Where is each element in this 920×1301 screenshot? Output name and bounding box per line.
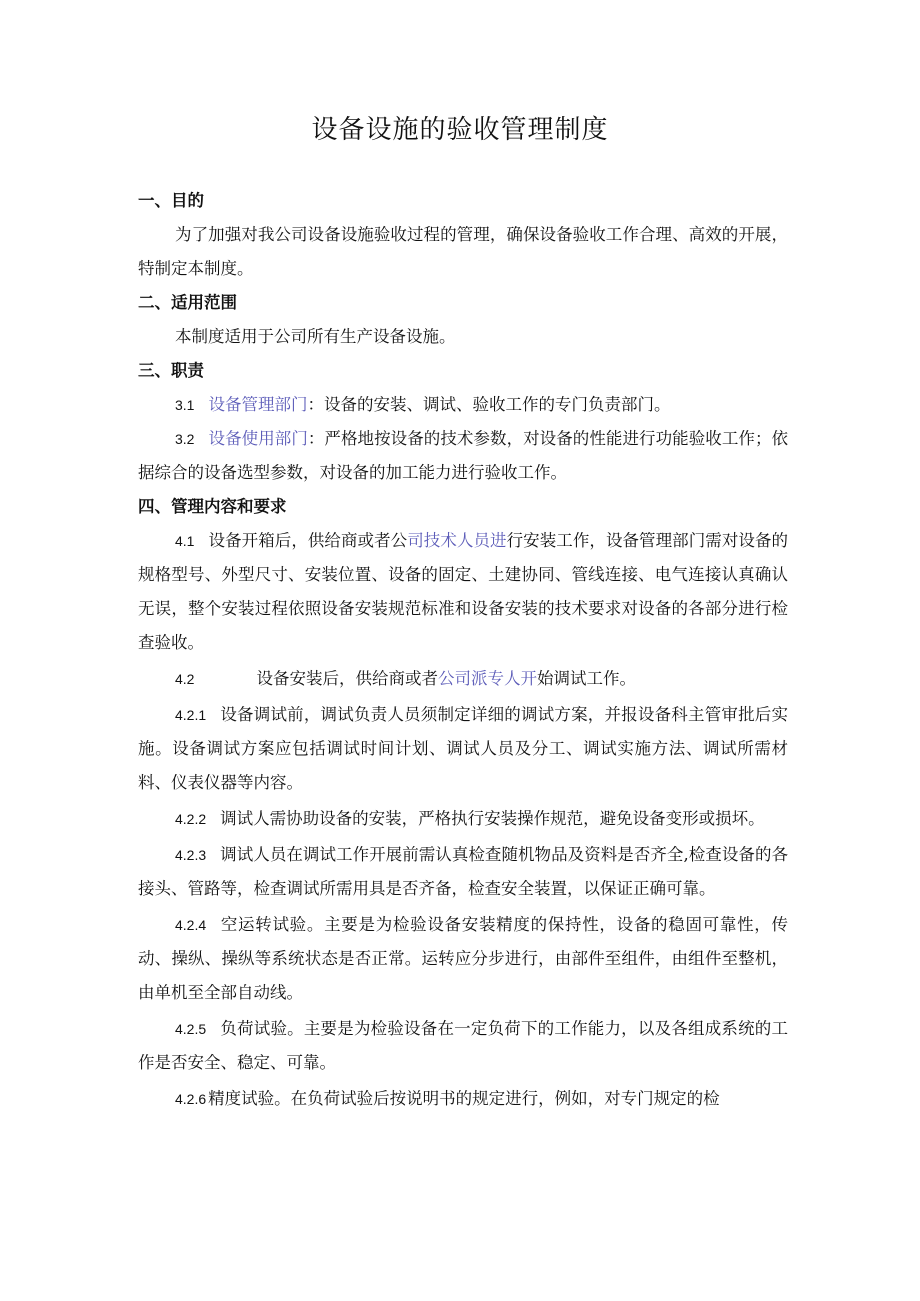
document-body [138, 184, 788, 1116]
item-4-2-4-number: 4.2.4 [175, 917, 207, 933]
item-4-2-text-end: 始调试工作。 [536, 669, 636, 688]
item-4-2-6-text: 精度试验。在负荷试验后按说明书的规定进行，例如，对专门规定的检 [208, 1089, 720, 1108]
item-4-2-6 [138, 1082, 788, 1116]
section-2-heading: 二、适用范围 [138, 293, 237, 312]
item-4-2-2 [138, 802, 788, 836]
item-4-2-text-start: 设备安装后，供给商或者 [256, 669, 438, 688]
section-1-heading: 一、目的 [138, 191, 204, 210]
item-4-2-5-number: 4.2.5 [175, 1021, 207, 1037]
item-4-1-highlight: 司技术人员进 [407, 531, 507, 550]
item-4-2-1-number: 4.2.1 [175, 707, 207, 723]
item-4-2-2-number: 4.2.2 [175, 811, 207, 827]
item-4-2-3-text: 调试人员在调试工作开展前需认真检查随机物品及资料是否齐全,检查设备的各接头、管路等，检查调试所需用具是否齐备，检查安全装置，以保证正确可靠。 [138, 845, 788, 898]
item-4-2-2-text: 调试人需协助设备的安装，严格执行安装操作规范，避免设备变形或损坏。 [220, 809, 765, 828]
item-4-1 [138, 524, 788, 660]
item-3-2-text: ：严格地按设备的技术参数，对设备的性能进行功能验收工作；依据综合的设备选型参数，对设备的加工能力进行验收工作。 [138, 429, 789, 482]
item-4-2-highlight: 公司派专人开 [437, 669, 537, 688]
item-3-1 [138, 388, 788, 422]
item-4-2-1-text: 设备调试前，调试负责人员须制定详细的调试方案，并报设备科主管审批后实施。设备调试方案应包括调试时间计划、调试人员及分工、调试实施方法、调试所需材料、仪表仪器等内容。 [138, 705, 788, 792]
section-4-heading: 四、管理内容和要求 [138, 497, 287, 516]
item-3-2-number: 3.2 [175, 431, 195, 447]
item-3-2 [138, 422, 788, 490]
item-4-1-text-start: 设备开箱后，供给商或者公 [208, 531, 408, 550]
item-4-2-5 [138, 1012, 788, 1080]
document-title: 设备设施的验收管理制度 [311, 115, 609, 145]
section-3-heading: 三、职责 [138, 361, 204, 380]
item-4-2-3-number: 4.2.3 [175, 847, 207, 863]
item-4-2-1 [138, 698, 788, 800]
item-4-1-number: 4.1 [175, 533, 195, 549]
item-4-2-6-number: 4.2.6 [175, 1091, 207, 1107]
item-4-2-number: 4.2 [175, 671, 195, 687]
section-2-paragraph: 本制度适用于公司所有生产设备设施。 [175, 327, 456, 346]
item-3-1-text: ：设备的安装、调试、验收工作的专门负责部门。 [307, 395, 671, 414]
item-3-1-label: 设备管理部门 [208, 395, 308, 414]
section-1-paragraph: 为了加强对我公司设备设施验收过程的管理，确保设备验收工作合理、高效的开展，特制定本制度。 [138, 225, 788, 278]
item-3-1-number: 3.1 [175, 397, 195, 413]
item-4-2-5-text: 负荷试验。主要是为检验设备在一定负荷下的工作能力，以及各组成系统的工作是否安全、稳定、可靠。 [138, 1019, 788, 1072]
item-4-2-3 [138, 838, 788, 906]
item-4-2 [138, 662, 788, 696]
item-4-1-text-end: 行安装工作，设备管理部门需对设备的规格型号、外型尺寸、安装位置、设备的固定、土建协同、管线连接、电气连接认真确认无误，整个安装过程依照设备安装规范标准和设备安装的技术要求对设备的各部分进行检查验收。 [138, 531, 789, 652]
item-4-2-4-text: 空运转试验。主要是为检验设备安装精度的保持性，设备的稳固可靠性，传动、操纵、操纵等系统状态是否正常。运转应分步进行，由部件至组件，由组件至整机，由单机至全部自动线。 [138, 915, 788, 1002]
item-3-2-label: 设备使用部门 [208, 429, 308, 448]
item-4-2-4 [138, 908, 788, 1010]
